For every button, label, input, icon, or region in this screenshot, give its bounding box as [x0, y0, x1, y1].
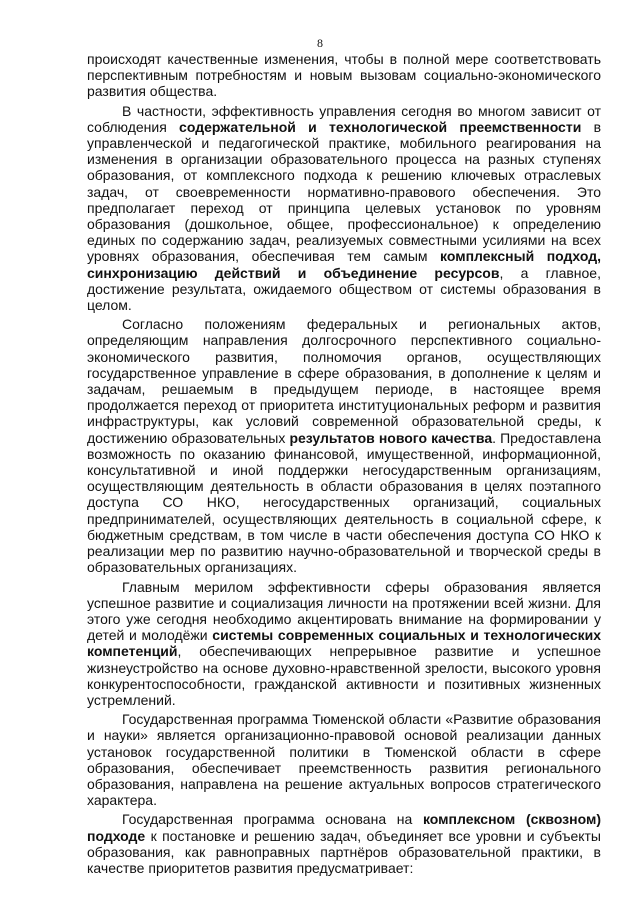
text-run: Государственная программа Тюменской области «Развитие образования и науки» является организационно-правовой основой реализации данных установок государственной политики в Тюменской области в сфере образования, обеспечивает преемственность развития регионального образования, направлена на решение актуальных вопросов стратегического характера. — [87, 711, 601, 809]
bold-text-run: содержательной и технологической преемственности — [179, 118, 582, 135]
text-run: в управленческой и педагогической практике, мобильного реагирования на изменения в организации образовательного процесса на разных ступенях образования, от комплексного подхода к решению ключевых отраслевых задач, от своевременности нормативно-правового обеспечения. Это предполагает переход от принципа целевых установок по уровням образования (дошкольное, общее, профессиональное) к определению единых по содержанию задач, реализуемых совместными усилиями на всех уровнях образования, обеспечивая тем самым — [87, 118, 602, 265]
bold-text-run: системы современных социальных и технологических компетенций — [87, 627, 602, 660]
bold-text-run: результатов нового качества — [289, 429, 493, 446]
paragraph — [87, 811, 601, 876]
text-run: В частности, эффективность управления сегодня во многом зависит от соблюдения — [87, 102, 601, 135]
paragraph — [87, 316, 601, 575]
paragraph — [87, 711, 601, 808]
text-run: , а главное, достижение результата, ожидаемого обществом от системы образования в целом. — [87, 264, 601, 314]
body-text — [87, 51, 601, 879]
text-run: , обеспечивающих непрерывное развитие и успешное жизнеустройство на основе духовно-нравственной зрелости, высокого уровня конкурентоспособности, гражданской активности и позитивных жизненных устремлений. — [87, 643, 601, 708]
bold-text-run: комплексном (сквозном) подходе — [87, 811, 601, 844]
text-run: . Предоставлена возможность по оказанию финансовой, имущественной, информационной, консультативной и иной поддержки негосударственным организациям, осуществляющим деятельность в области образования в целях поэтапного доступа СО НКО, негосударственных организаций, социальных предпринимателей, осуществляющих деятельность в социальной сфере, к бюджетным средствам, в том числе в части обеспечения доступа СО НКО к реализации мер по развитию научно-образовательной и творческой среды в образовательных организациях. — [87, 429, 601, 576]
paragraph — [87, 51, 601, 100]
text-run: к постановке и решению задач, объединяет все уровни и субъекты образования, как равноправных партнёров образовательной практики, в качестве приоритетов развития предусматривает: — [87, 827, 601, 876]
paragraph — [87, 579, 601, 709]
text-run: Главным мерилом эффективности сферы образования является успешное развитие и социализация личности на протяжении всей жизни. Для этого уже сегодня необходимо акцентировать внимание на формировании у детей и молодёжи — [87, 578, 601, 644]
bold-text-run: комплексный подход, синхронизацию действий и объединение ресурсов — [87, 248, 601, 281]
paragraph — [87, 103, 601, 314]
text-run: Государственная программа основана на — [122, 811, 423, 828]
page-number: 8 — [317, 36, 323, 50]
text-run: Согласно положениям федеральных и региональных актов, определяющим направления долгосрочного перспективного социально-экономического развития, полномочия органов, осуществляющих государственное управление в сфере образования, в дополнение к целям и задачам, решаемым в предыдущем периоде, в настоящее время продолжается переход от приоритета институциональных реформ и развития инфраструктуры, как условий современной образовательной среды, к достижению образовательных — [87, 316, 601, 446]
text-run: происходят качественные изменения, чтобы в полной мере соответствовать перспективным потребностям и новым вызовам социально-экономического развития общества. — [87, 51, 601, 100]
